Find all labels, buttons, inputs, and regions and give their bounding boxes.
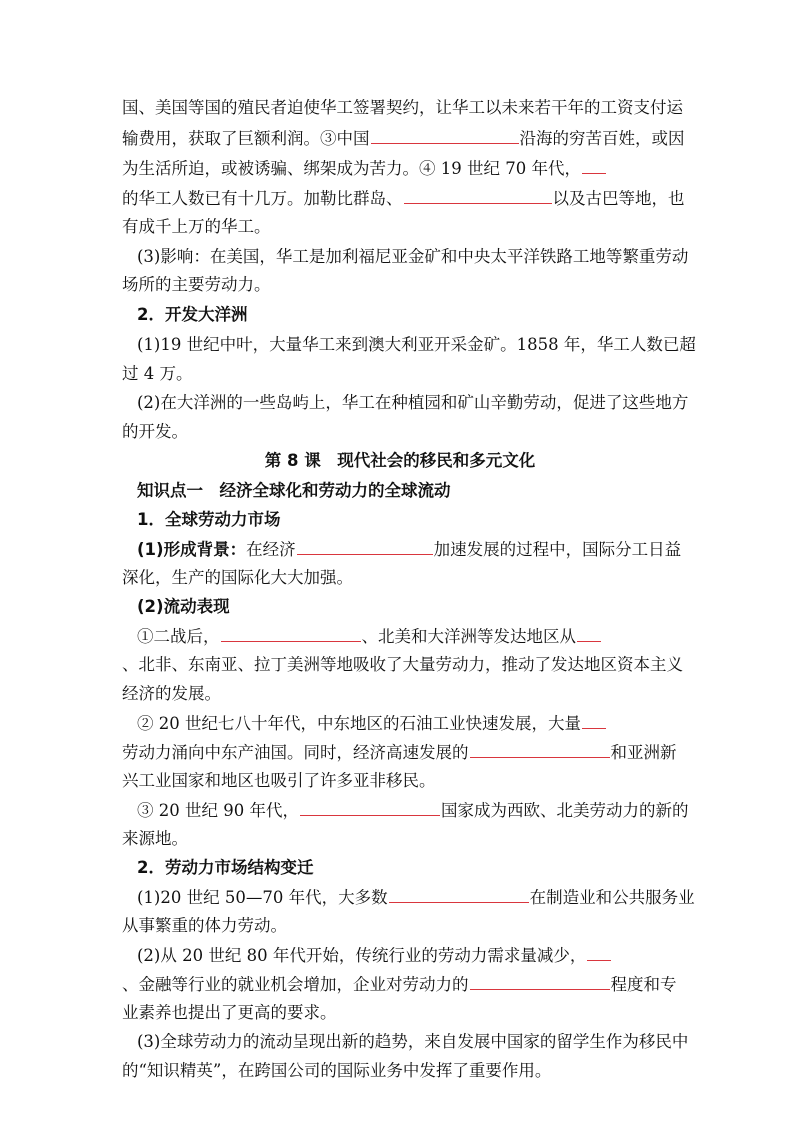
text-line [122,185,685,212]
text-segment: (2)从 20 世纪 80 年代开始，传统行业的劳动力需求量减少， [137,946,587,965]
text-segment: ③ 20 世纪 90 年代， [137,801,299,820]
fill-blank[interactable] [470,739,610,758]
knowledge-point-heading [137,478,451,504]
text-segment: 沿海的穷苦百姓，或因 [519,129,685,148]
section-heading [137,302,247,328]
text-segment: ② 20 世纪七八十年代，中东地区的石油工业快速发展，大量 [137,714,581,733]
fill-blank[interactable] [587,942,611,961]
text-segment: 过 4 万。 [122,364,193,383]
text-line [122,419,188,445]
text-segment: 的开发。 [122,422,188,441]
text-segment: 深化，生产的国际化大大加强。 [122,568,353,587]
text-segment: 劳动力涌向中东产油国。同时，经济高速发展的 [122,743,469,762]
text-line [122,913,287,939]
text-line [122,214,271,240]
text-line [137,710,607,737]
text-line [137,884,695,911]
fill-blank[interactable] [470,971,610,990]
text-line [122,95,683,121]
fill-blank[interactable] [300,797,440,816]
text-line [122,125,685,152]
section-heading [137,855,313,881]
heading-text: (2)流动表现 [137,597,230,616]
fill-blank[interactable] [582,155,606,174]
section-heading [137,507,280,533]
text-segment: 输费用，获取了巨额利润。③中国 [122,129,370,148]
label-text: (1)形成背景： [137,540,247,559]
text-line [122,652,683,678]
text-line [137,797,688,824]
title-text: 第 8 课 现代社会的移民和多元文化 [264,451,536,470]
text-segment: 经济的发展。 [122,684,221,703]
text-segment: 在经济 [246,540,296,559]
text-segment: 国家成为西欧、北美劳动力的新的 [440,801,689,820]
text-segment: (2)在大洋洲的一些岛屿上，华工在种植园和矿山辛勤劳动，促进了这些地方 [137,393,689,412]
heading-text: 2．开发大洋洲 [137,305,248,324]
text-segment: (1)20 世纪 50—70 年代，大多数 [137,888,388,907]
text-segment: 、金融等行业的就业机会增加，企业对劳动力的 [122,975,469,994]
text-segment: 以及古巴等地，也 [552,189,685,208]
text-segment: 业素养也提出了更高的要求。 [122,1003,337,1022]
fill-blank[interactable] [221,623,361,642]
text-line [122,826,188,852]
text-segment: 程度和专 [610,975,677,994]
text-line [122,971,677,998]
heading-text: 1．全球劳动力市场 [137,510,281,529]
lesson-title [0,448,800,474]
text-segment: 来源地。 [122,829,188,848]
text-segment: 国、美国等国的殖民者迫使华工签署契约，让华工以未来若干年的工资支付运 [122,98,683,117]
text-line [122,681,221,707]
text-segment: (3)全球劳动力的流动呈现出新的趋势，来自发展中国家的留学生作为移民中 [137,1032,689,1051]
text-line [122,565,353,591]
text-segment: 在制造业和公共服务业 [529,888,695,907]
text-line [137,332,696,358]
text-segment: 为生活所迫，或被诱骗、绑架成为苦力。④ 19 世纪 70 年代， [122,159,581,178]
text-line [137,536,681,563]
text-line [137,942,612,969]
fill-blank[interactable] [371,125,519,144]
text-segment: 、北非、东南亚、拉丁美洲等地吸收了大量劳动力，推动了发达地区资本主义 [122,655,683,674]
subsection-heading [137,594,230,620]
text-line [122,1058,551,1084]
text-segment: 的华工人数已有十几万。加勒比群岛、 [122,189,403,208]
text-segment: 加速发展的过程中，国际分工日益 [433,540,682,559]
text-line [122,272,271,298]
text-line [122,361,193,387]
heading-text: 2．劳动力市场结构变迁 [137,858,314,877]
fill-blank[interactable] [577,623,601,642]
text-line [122,768,436,794]
fill-blank[interactable] [297,536,433,555]
text-segment: 有成千上万的华工。 [122,217,271,236]
text-segment: 和亚洲新 [610,743,677,762]
text-line [122,1000,337,1026]
text-segment: (1)19 世纪中叶，大量华工来到澳大利亚开采金矿。1858 年，华工人数已超 [137,335,696,354]
text-line [122,739,677,766]
fill-blank[interactable] [582,710,606,729]
text-line [137,623,602,650]
text-segment: 、北美和大洋洲等发达地区从 [361,627,576,646]
text-line [137,244,688,270]
fill-blank[interactable] [389,884,529,903]
text-line [137,1029,688,1055]
text-segment: 的“知识精英”，在跨国公司的国际业务中发挥了重要作用。 [122,1061,552,1080]
fill-blank[interactable] [404,185,552,204]
text-line [122,155,607,182]
heading-text: 知识点一 经济全球化和劳动力的全球流动 [137,481,451,500]
text-segment: (3)影响：在美国，华工是加利福尼亚金矿和中央太平洋铁路工地等繁重劳动 [137,247,689,266]
text-segment: 场所的主要劳动力。 [122,275,271,294]
text-segment: 兴工业国家和地区也吸引了许多亚非移民。 [122,771,436,790]
text-line [137,390,688,416]
text-segment: 从事繁重的体力劳动。 [122,916,287,935]
text-segment: ①二战后， [137,627,220,646]
